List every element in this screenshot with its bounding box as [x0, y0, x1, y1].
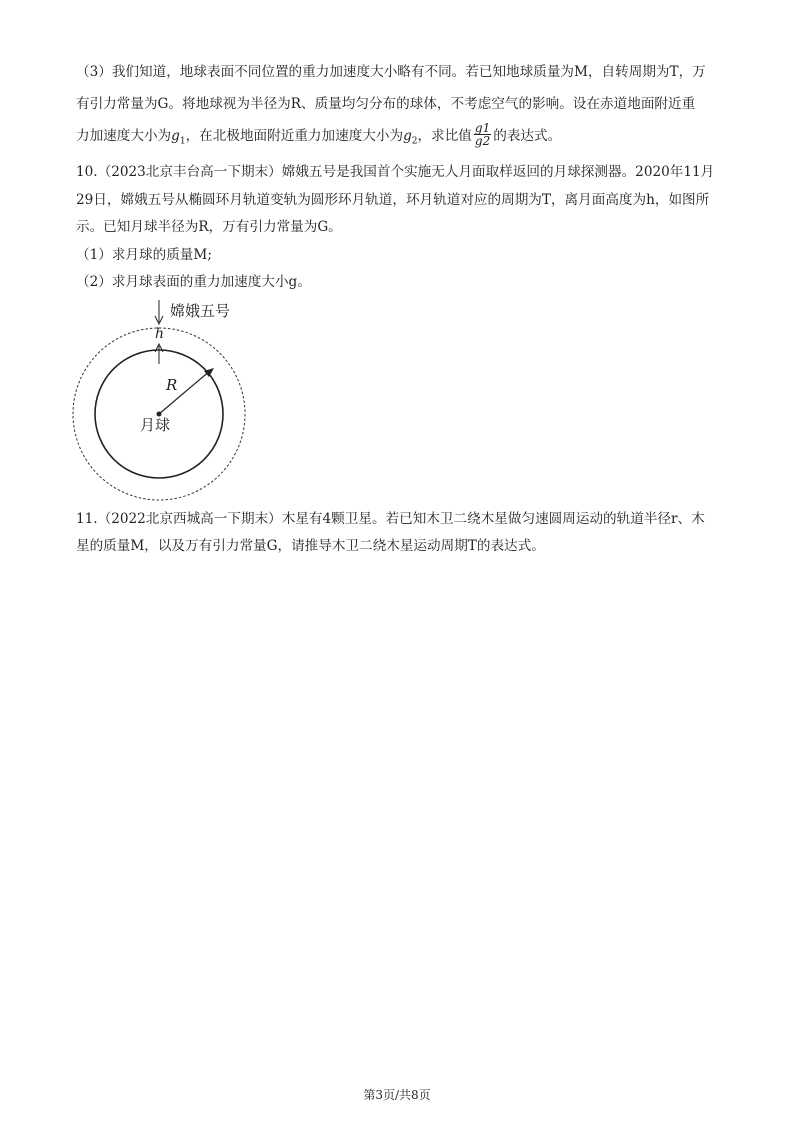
q9-text-a: 力加速度大小为: [76, 128, 172, 144]
q10-line3: 示。已知月球半径为R，万有引力常量为G。: [76, 219, 342, 235]
q10-line2: 29日，嫦娥五号从椭圆环月轨道变轨为圆形环月轨道，环月轨道对应的周期为T，离月面高度为h，如图所: [76, 192, 710, 208]
g2-subscript: 2: [411, 136, 418, 147]
page-footer: 第3页/共8页: [363, 1088, 431, 1102]
q11-line2: 星的质量M，以及万有引力常量G，请推导木卫二绕木星运动周期T的表达式。: [76, 538, 545, 554]
fraction-denominator: g2: [474, 134, 491, 148]
q9-part3-line1: （3）我们知道，地球表面不同位置的重力加速度大小略有不同。若已知地球质量为M，自转周期为T，万: [76, 64, 706, 80]
moon-label: 月球: [140, 416, 171, 434]
q9-text-d: 的表达式。: [493, 128, 562, 144]
q9-text-c: ，求比值: [417, 128, 472, 144]
g2-symbol: g: [403, 128, 412, 144]
height-label: h: [155, 326, 165, 342]
q10-line1: 10.（2023北京丰台高一下期末）嫦娥五号是我国首个实施无人月面取样返回的月球探测器。2020年11月: [76, 164, 715, 180]
q9-part3-line2: 有引力常量为G。将地球视为半径为R、质量均匀分布的球体，不考虑空气的影响。设在赤道地面附近重: [76, 96, 696, 112]
radius-label: R: [166, 376, 178, 394]
probe-label: 嫦娥五号: [170, 302, 231, 320]
q9-part3-line3: [76, 121, 562, 152]
g1-symbol: g: [171, 128, 180, 144]
q10-sub1: （1）求月球的质量M;: [76, 247, 212, 263]
g1-over-g2-fraction: [474, 122, 491, 147]
q10-sub2: （2）求月球表面的重力加速度大小g。: [76, 274, 311, 290]
moon-orbit-figure: [62, 296, 262, 501]
g1-subscript: 1: [179, 136, 186, 147]
fraction-numerator: g1: [474, 121, 491, 135]
q11-line1: 11.（2022北京西城高一下期末）木星有4颗卫星。若已知木卫二绕木星做匀速圆周运动的轨道半径r、木: [76, 511, 705, 527]
q9-text-b: ，在北极地面附近重力加速度大小为: [185, 128, 404, 144]
